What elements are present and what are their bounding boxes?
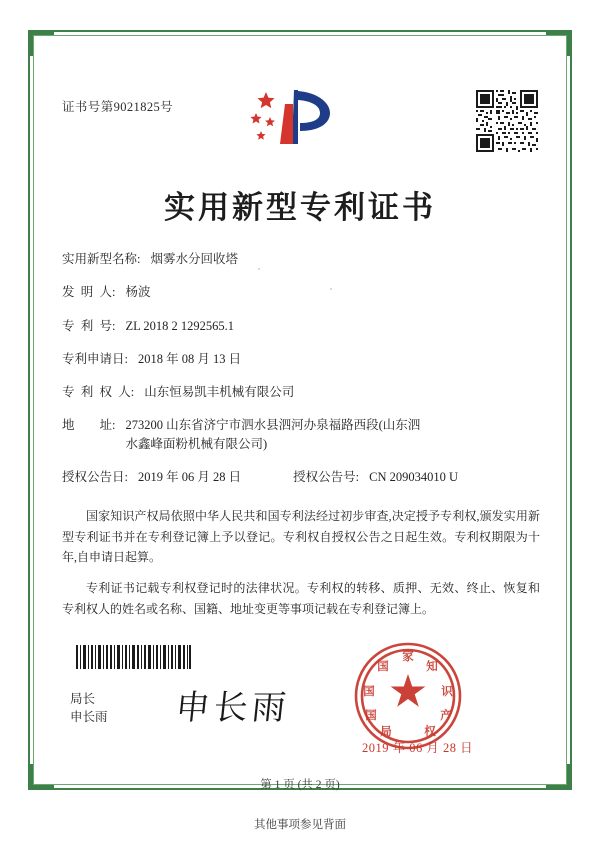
field-row-inventor bbox=[62, 283, 540, 302]
field-row-application-date bbox=[62, 350, 540, 369]
grant-date-value: 2019 年 06 月 28 日 bbox=[137, 470, 242, 485]
field-label: 专 利 权 人: bbox=[62, 385, 135, 399]
svg-text:家: 家 bbox=[402, 649, 414, 663]
svg-text:国: 国 bbox=[377, 659, 389, 673]
corner-ornament-top-right bbox=[546, 30, 572, 56]
svg-text:国: 国 bbox=[363, 684, 375, 698]
legal-paragraph-1: 国家知识产权局依照中华人民共和国专利法经过初步审查,决定授予专利权,颁发实用新型专利证书并在专利登记簿上予以登记。专利权自授权公告之日起生效。专利权期限为十年,自申请日起算。 bbox=[62, 509, 540, 565]
svg-text:国: 国 bbox=[365, 708, 377, 722]
grant-number-label: 授权公告号: bbox=[293, 470, 360, 485]
field-label: 专 利 号: bbox=[62, 318, 116, 333]
address-line-2: 水鑫峰面粉机械有限公司) bbox=[125, 437, 268, 451]
field-label: 专利申请日: bbox=[62, 351, 128, 366]
svg-text:局: 局 bbox=[380, 724, 392, 738]
speck-2 bbox=[330, 288, 332, 290]
director-title bbox=[70, 690, 108, 726]
field-value: 烟雾水分回收塔 bbox=[150, 252, 238, 266]
field-list bbox=[62, 250, 540, 502]
address-line-1: 273200 山东省济宁市泗水县泗河办泉福路西段(山东泗 bbox=[125, 418, 421, 433]
footnote: 其他事项参见背面 bbox=[254, 819, 346, 831]
field-value: 2018 年 08 月 13 日 bbox=[137, 351, 242, 366]
field-value: ZL 2018 2 1292565.1 bbox=[125, 318, 235, 333]
svg-text:识: 识 bbox=[441, 684, 453, 698]
director-title-line-1: 局长 bbox=[70, 692, 96, 706]
field-value: 山东恒易凯丰机械有限公司 bbox=[144, 385, 295, 399]
field-row-utility-model-name bbox=[62, 250, 540, 269]
field-row-grant-publication bbox=[62, 468, 540, 487]
page-number: 第 1 页 (共 2 页) bbox=[260, 779, 340, 791]
official-red-seal-icon bbox=[352, 640, 464, 752]
field-label: 实用新型名称: bbox=[62, 252, 141, 266]
corner-ornament-top-left bbox=[28, 30, 54, 56]
field-row-patent-number bbox=[62, 317, 540, 336]
cnipa-logo-icon bbox=[248, 84, 352, 150]
page-title: 实用新型专利证书 bbox=[164, 190, 436, 226]
speck-1 bbox=[258, 268, 260, 270]
svg-text:知: 知 bbox=[426, 659, 438, 673]
field-value: 杨波 bbox=[125, 285, 151, 300]
director-title-line-2: 申长雨 bbox=[70, 710, 108, 725]
field-row-patentee bbox=[62, 383, 540, 402]
certificate-number: 证书号第9021825号 bbox=[62, 100, 174, 114]
field-row-address bbox=[62, 416, 540, 454]
svg-text:权: 权 bbox=[424, 724, 436, 738]
barcode-icon bbox=[76, 645, 191, 669]
grant-number-value: CN 209034010 U bbox=[369, 470, 459, 485]
legal-paragraph-2: 专利证书记载专利权登记时的法律状况。专利权的转移、质押、无效、终止、恢复和专利权人的姓名或名称、国籍、地址变更等事项记载在专利登记簿上。 bbox=[62, 581, 540, 616]
seal-date: 2019 年 06 月 28 日 bbox=[362, 741, 474, 755]
field-label: 发 明 人: bbox=[62, 285, 116, 300]
grant-date-label: 授权公告日: bbox=[62, 470, 128, 485]
svg-text:产: 产 bbox=[440, 708, 452, 722]
qr-code-icon bbox=[476, 90, 538, 152]
handwritten-signature: 申长雨 bbox=[173, 688, 292, 728]
field-label: 地 址: bbox=[62, 418, 116, 433]
